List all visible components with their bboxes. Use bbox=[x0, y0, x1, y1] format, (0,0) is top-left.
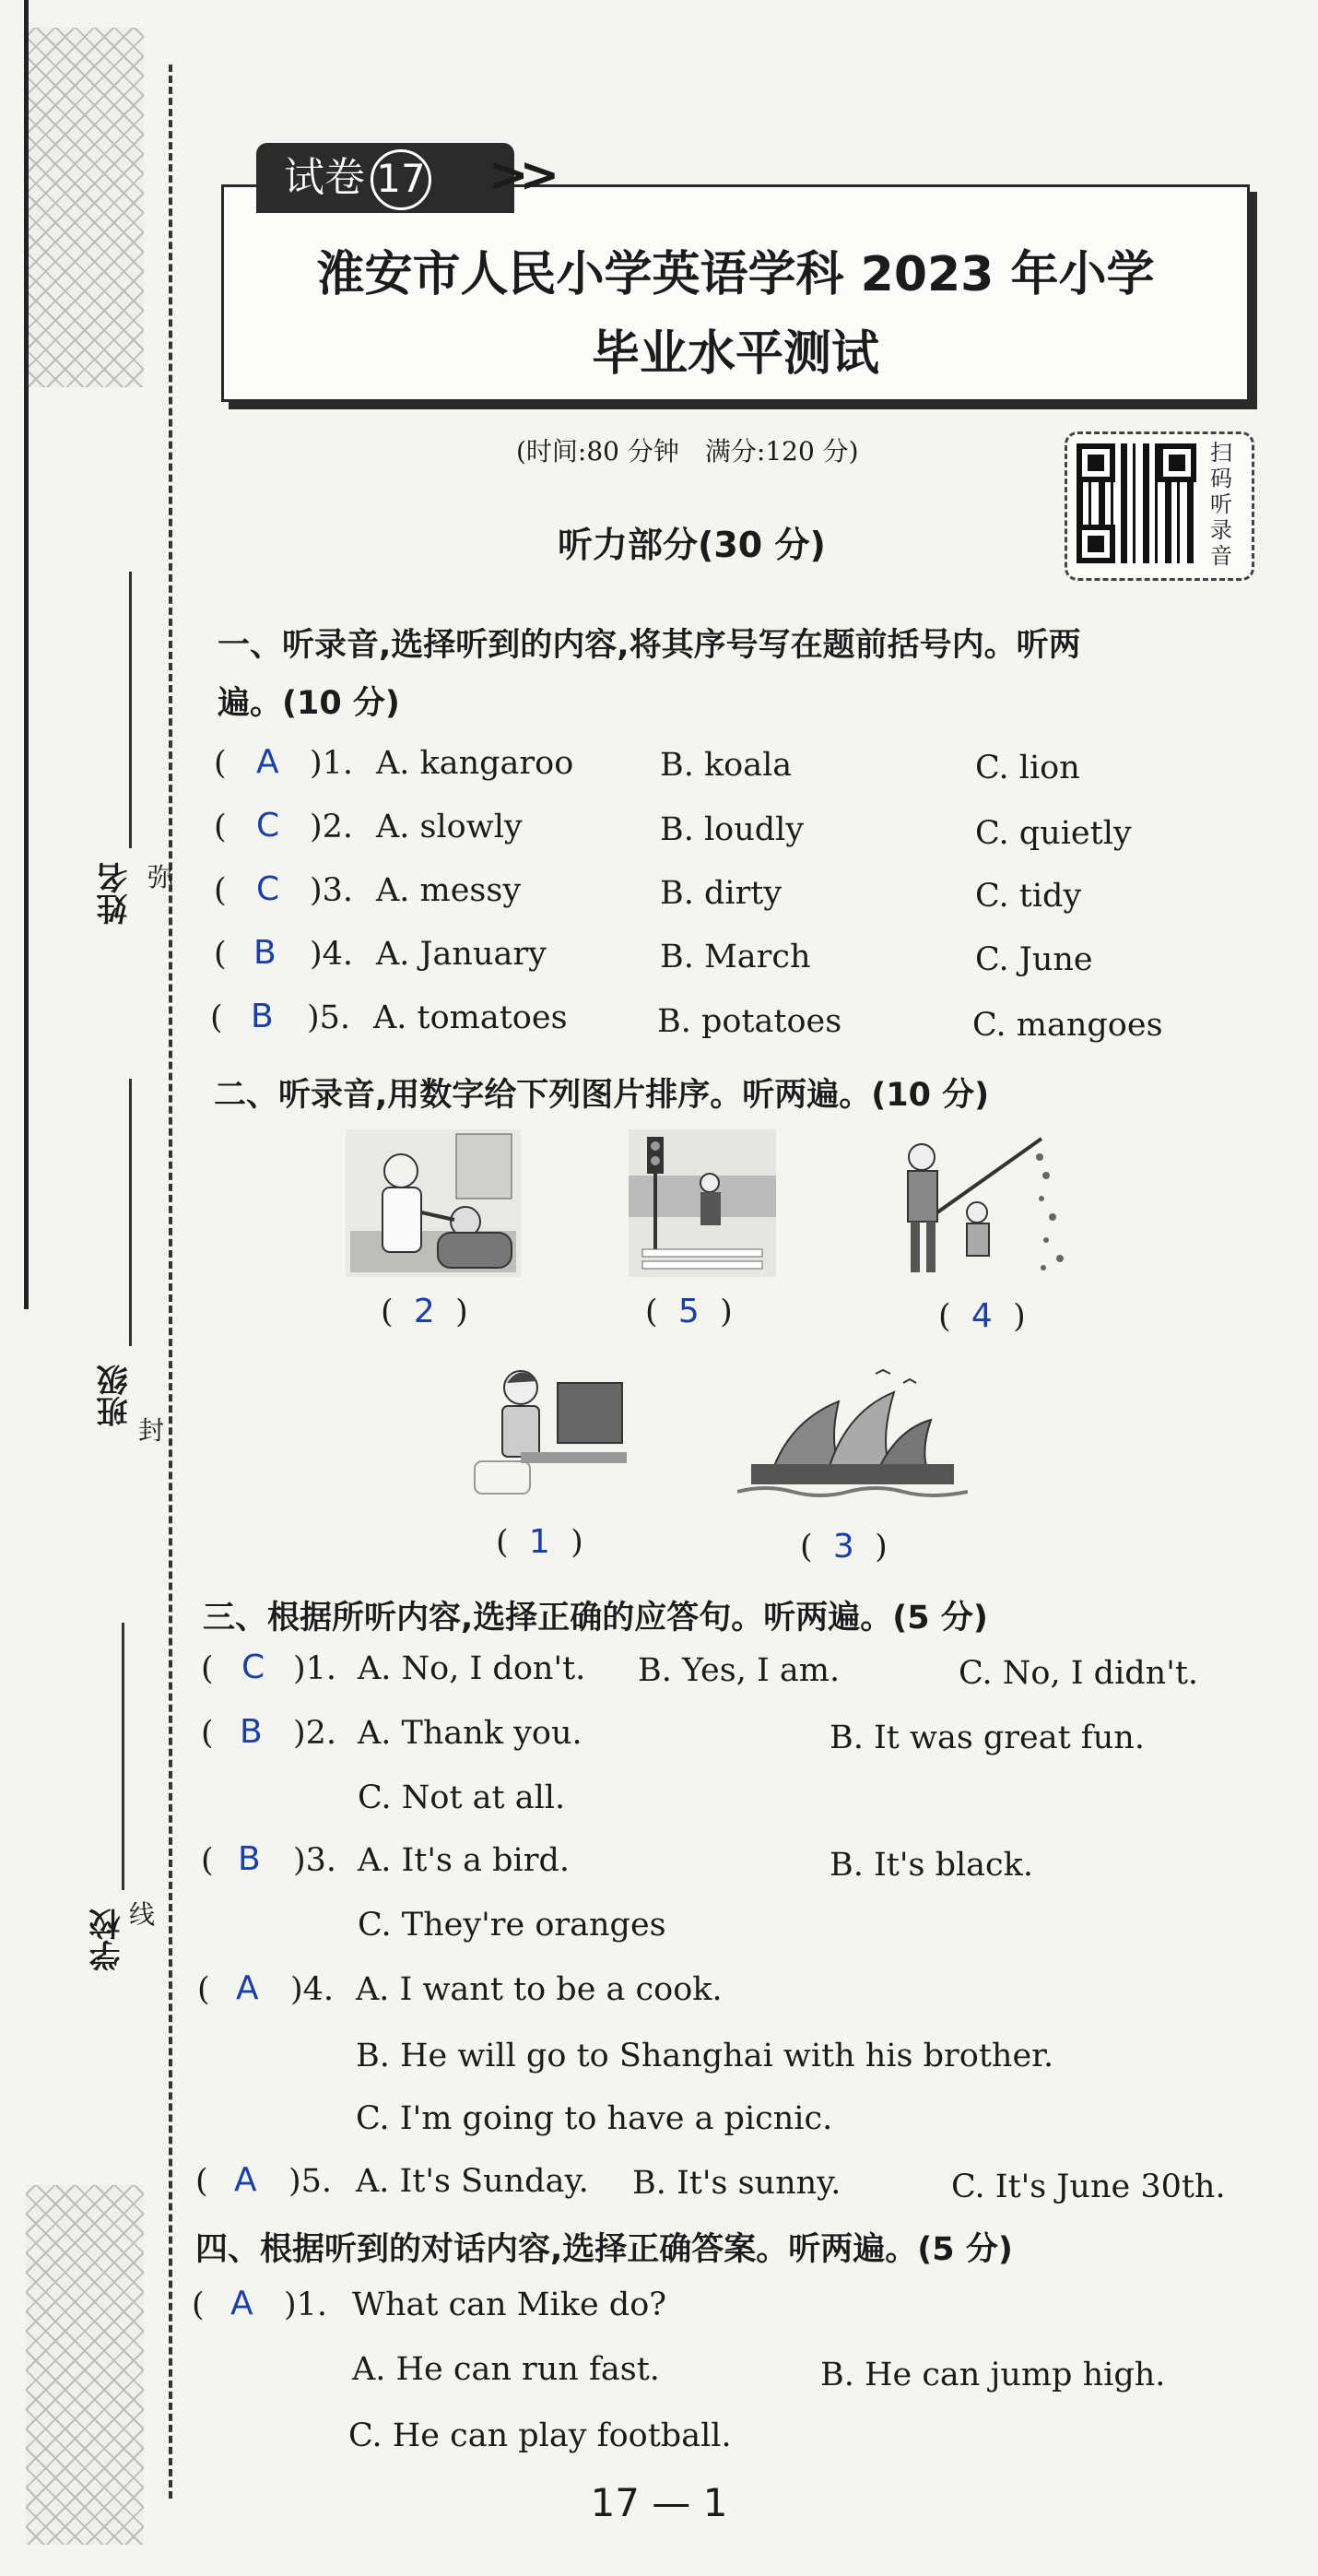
option-a: A. No, I don't. bbox=[358, 1650, 586, 1687]
option-b: B. loudly bbox=[660, 811, 805, 848]
sydney-opera-house-picture bbox=[737, 1365, 968, 1503]
qr-code-icon[interactable] bbox=[1077, 443, 1196, 563]
option-b: B. It's sunny. bbox=[632, 2165, 841, 2202]
traffic-light-crossing-picture bbox=[629, 1129, 776, 1277]
exam-paper-word: 试卷 bbox=[284, 154, 365, 201]
girl-at-computer-picture bbox=[465, 1365, 631, 1503]
question-number: )3. bbox=[293, 1842, 337, 1879]
section3-heading: 三、根据所听内容,选择正确的应答句。听两遍。(5 分) bbox=[203, 1600, 988, 1637]
option-a: A. I want to be a cook. bbox=[356, 1971, 723, 2008]
question-number: )5. bbox=[288, 2163, 333, 2200]
question-number: )4. bbox=[290, 1971, 335, 2008]
seal-xian: 线 bbox=[129, 1899, 156, 1930]
option-b: B. It was great fun. bbox=[830, 1719, 1145, 1756]
picture-answer-4: ( 1 ) bbox=[496, 1523, 583, 1561]
picture-answer-value: 2 bbox=[413, 1293, 435, 1330]
option-a: A. January bbox=[376, 936, 547, 973]
option-c: C. June bbox=[975, 941, 1093, 978]
class-write-line bbox=[129, 1079, 132, 1346]
answer-mark: C bbox=[256, 807, 280, 845]
answer-bracket: ( bbox=[214, 745, 227, 782]
answer-bracket: ( bbox=[201, 1650, 214, 1687]
section1-heading-line2: 遍。(10 分) bbox=[218, 685, 400, 722]
time-score-info: (时间:80 分钟 满分:120 分) bbox=[516, 436, 859, 467]
option-b: B. It's black. bbox=[830, 1847, 1033, 1884]
option-c: C. No, I didn't. bbox=[959, 1655, 1199, 1692]
school-write-line bbox=[122, 1623, 124, 1890]
exam-paper-number: 17 bbox=[371, 149, 431, 210]
option-c: C. It's June 30th. bbox=[951, 2168, 1226, 2205]
picture-answer-2: ( 5 ) bbox=[645, 1293, 733, 1330]
option-a: A. It's Sunday. bbox=[356, 2163, 589, 2200]
option-b: B. He can jump high. bbox=[820, 2357, 1166, 2393]
picture-answer-value: 4 bbox=[971, 1297, 993, 1335]
option-b: B. March bbox=[660, 939, 811, 975]
option-c: C. They're oranges bbox=[358, 1907, 666, 1944]
title-box bbox=[221, 184, 1250, 402]
name-write-line bbox=[129, 572, 132, 848]
option-a: A. messy bbox=[376, 872, 522, 909]
question-number: )4. bbox=[310, 936, 354, 973]
option-a: A. tomatoes bbox=[373, 999, 568, 1036]
answer-mark: C bbox=[256, 870, 280, 908]
option-a: A. Thank you. bbox=[358, 1715, 583, 1752]
question-number: )2. bbox=[293, 1715, 337, 1752]
question-number: )2. bbox=[310, 809, 354, 845]
section2-heading: 二、听录音,用数字给下列图片排序。听两遍。(10 分) bbox=[214, 1077, 990, 1114]
listening-part-title: 听力部分(30 分) bbox=[558, 525, 826, 565]
name-label: 姓名 bbox=[97, 862, 134, 925]
doctor-patient-picture bbox=[346, 1129, 521, 1277]
answer-bracket: ( bbox=[214, 872, 227, 909]
section1-heading-line1: 一、听录音,选择听到的内容,将其序号写在题前括号内。听两 bbox=[218, 627, 1081, 664]
qr-caption: 扫码听录音 bbox=[1210, 440, 1232, 569]
picture-answer-1: ( 2 ) bbox=[381, 1293, 468, 1330]
answer-mark: B bbox=[253, 934, 277, 972]
answer-bracket: ( bbox=[192, 2286, 205, 2323]
option-c: C. I'm going to have a picnic. bbox=[356, 2100, 833, 2137]
seal-mi: 弥 bbox=[147, 862, 174, 892]
picture-answer-value: 3 bbox=[832, 1528, 854, 1566]
question-number: )3. bbox=[310, 872, 354, 909]
question-number: )1. bbox=[293, 1650, 337, 1687]
cut-dashed-line bbox=[169, 65, 172, 2499]
question-text: What can Mike do? bbox=[352, 2286, 667, 2323]
answer-mark: C bbox=[241, 1648, 265, 1686]
answer-bracket: ( bbox=[201, 1715, 214, 1752]
page-number: 17 — 1 bbox=[590, 2480, 728, 2525]
answer-mark: B bbox=[251, 998, 274, 1035]
option-c: C. He can play football. bbox=[348, 2417, 732, 2454]
option-c: C. lion bbox=[975, 750, 1080, 786]
answer-bracket: ( bbox=[197, 1971, 210, 2008]
question-number: )5. bbox=[307, 999, 351, 1036]
seal-feng: 封 bbox=[138, 1415, 165, 1446]
answer-bracket: ( bbox=[214, 936, 227, 973]
option-c: C. quietly bbox=[975, 815, 1132, 852]
option-c: C. mangoes bbox=[972, 1007, 1163, 1044]
answer-bracket: ( bbox=[214, 809, 227, 845]
qr-code-block[interactable] bbox=[1065, 431, 1254, 581]
exam-title-line1: 淮安市人民小学英语学科 2023 年小学 bbox=[316, 247, 1155, 302]
question-number: )1. bbox=[310, 745, 354, 782]
option-a: A. slowly bbox=[376, 809, 523, 845]
double-chevron-icon: >> bbox=[488, 148, 551, 203]
answer-bracket: ( bbox=[210, 999, 223, 1036]
option-a: A. It's a bird. bbox=[358, 1842, 570, 1879]
option-b: B. Yes, I am. bbox=[638, 1652, 841, 1689]
exam-paper-tab bbox=[256, 143, 514, 213]
binding-hatch-top bbox=[26, 28, 144, 387]
option-b: B. koala bbox=[660, 747, 793, 784]
answer-bracket: ( bbox=[195, 2163, 208, 2200]
section4-heading: 四、根据听到的对话内容,选择正确答案。听两遍。(5 分) bbox=[195, 2231, 1013, 2268]
answer-mark: A bbox=[236, 1969, 259, 2007]
option-c: C. Not at all. bbox=[358, 1779, 566, 1816]
question-number: )1. bbox=[284, 2286, 328, 2323]
answer-mark: B bbox=[238, 1840, 261, 1878]
answer-bracket: ( bbox=[201, 1842, 214, 1879]
answer-mark: A bbox=[230, 2285, 253, 2322]
binding-edge-line bbox=[24, 0, 29, 1309]
picture-answer-value: 5 bbox=[677, 1293, 700, 1330]
school-label: 学校 bbox=[89, 1908, 126, 1971]
option-a: A. He can run fast. bbox=[352, 2351, 660, 2388]
option-b: B. He will go to Shanghai with his brother. bbox=[356, 2038, 1054, 2074]
option-b: B. dirty bbox=[660, 875, 783, 912]
exam-title-line2: 毕业水平测试 bbox=[591, 326, 879, 382]
picture-answer-3: ( 4 ) bbox=[938, 1297, 1026, 1335]
option-a: A. kangaroo bbox=[376, 745, 574, 782]
picture-answer-value: 1 bbox=[528, 1523, 550, 1561]
answer-mark: A bbox=[256, 743, 279, 781]
option-c: C. tidy bbox=[975, 878, 1082, 915]
class-label: 班级 bbox=[97, 1365, 134, 1427]
option-b: B. potatoes bbox=[657, 1003, 842, 1040]
answer-mark: B bbox=[240, 1713, 263, 1751]
father-son-picking-fruit-picture bbox=[885, 1129, 1106, 1286]
answer-mark: A bbox=[234, 2161, 257, 2199]
picture-answer-5: ( 3 ) bbox=[800, 1528, 888, 1566]
